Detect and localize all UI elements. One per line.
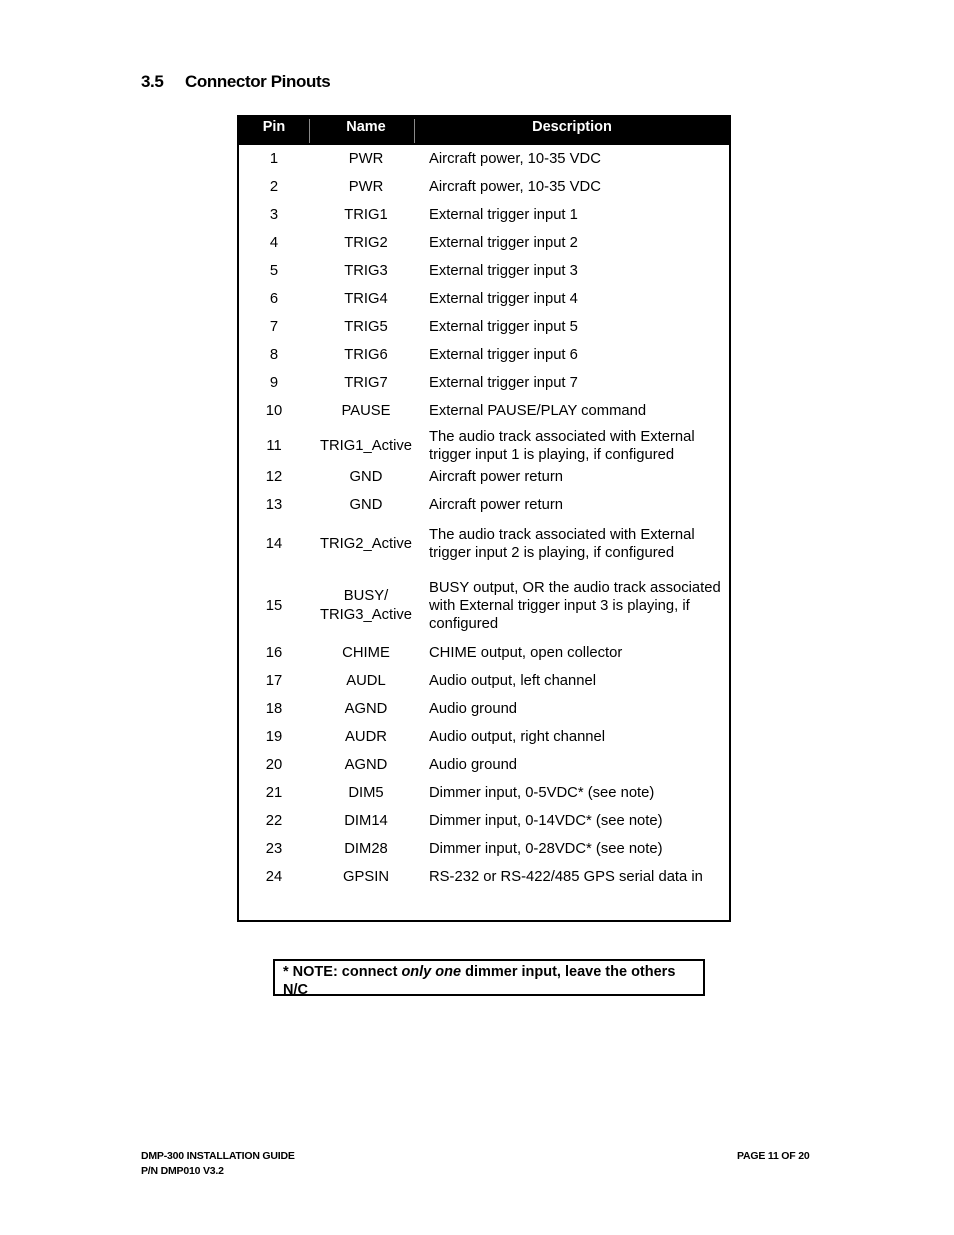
name-cell: GPSIN xyxy=(342,868,390,885)
pin-cell: 21 xyxy=(265,785,283,801)
name-cell: PWR xyxy=(348,150,384,167)
footer-page-number: PAGE 11 OF 20 xyxy=(737,1150,810,1162)
table-header xyxy=(239,117,729,145)
name-cell: AGND xyxy=(344,756,388,773)
table-row xyxy=(239,865,729,889)
description-cell: External trigger input 3 xyxy=(429,263,578,279)
table-row xyxy=(239,753,729,777)
pin-cell: 3 xyxy=(269,207,279,223)
description-cell: CHIME output, open collector xyxy=(429,645,623,661)
pin-cell: 13 xyxy=(265,497,283,513)
table-row xyxy=(239,493,729,517)
pin-cell: 18 xyxy=(265,701,283,717)
header-pin: Pin xyxy=(262,119,286,135)
description-cell: External trigger input 5 xyxy=(429,319,578,335)
table-row xyxy=(239,203,729,227)
pin-cell: 4 xyxy=(269,235,279,251)
description-cell: The audio track associated with External trigger input 1 is playing, if configured xyxy=(429,429,695,463)
pin-cell: 5 xyxy=(269,263,279,279)
section-title: Connector Pinouts xyxy=(185,72,331,91)
table-row xyxy=(239,781,729,805)
name-cell: GND xyxy=(349,468,383,485)
name-cell: AUDL xyxy=(346,672,386,689)
header-name: Name xyxy=(346,119,386,135)
pin-cell: 20 xyxy=(265,757,283,773)
footer-doc-title: DMP-300 INSTALLATION GUIDE xyxy=(141,1150,295,1162)
pin-cell: 24 xyxy=(265,869,283,885)
name-cell: TRIG7 xyxy=(344,374,388,391)
description-cell: Dimmer input, 0-28VDC* (see note) xyxy=(429,841,663,857)
table-row xyxy=(239,343,729,367)
name-cell: TRIG1 xyxy=(344,206,388,223)
pin-cell: 10 xyxy=(265,403,283,419)
note-suffix: dimmer input, leave the others N/C xyxy=(283,964,676,998)
pin-cell: 1 xyxy=(269,151,279,167)
description-cell: Audio output, left channel xyxy=(429,673,596,689)
pinout-table xyxy=(237,115,731,922)
name-cell: TRIG1_Active xyxy=(319,437,413,454)
pin-cell: 9 xyxy=(269,375,279,391)
pin-cell: 15 xyxy=(265,598,283,614)
pin-cell: 12 xyxy=(265,469,283,485)
table-row xyxy=(239,669,729,693)
name-cell: CHIME xyxy=(342,644,390,661)
section-heading xyxy=(141,72,330,92)
description-cell: Dimmer input, 0-14VDC* (see note) xyxy=(429,813,663,829)
table-row xyxy=(239,465,729,489)
description-cell: Aircraft power, 10-35 VDC xyxy=(429,151,601,167)
note-emphasis: only one xyxy=(401,964,462,980)
name-cell: TRIG3 xyxy=(344,262,388,279)
description-cell: External PAUSE/PLAY command xyxy=(429,403,647,419)
name-cell: BUSY/ TRIG3_Active xyxy=(319,588,413,623)
description-cell: External trigger input 4 xyxy=(429,291,578,307)
dimmer-note xyxy=(273,959,705,996)
description-cell: External trigger input 7 xyxy=(429,375,578,391)
table-row xyxy=(239,147,729,171)
name-cell: GND xyxy=(349,496,383,513)
description-cell: Audio ground xyxy=(429,757,518,773)
table-row xyxy=(239,521,729,567)
description-cell: The audio track associated with External trigger input 2 is playing, if configured xyxy=(429,527,695,561)
name-cell: PAUSE xyxy=(341,402,391,419)
name-cell: TRIG5 xyxy=(344,318,388,335)
pin-cell: 22 xyxy=(265,813,283,829)
pin-cell: 23 xyxy=(265,841,283,857)
name-cell: DIM14 xyxy=(344,812,388,829)
description-cell: External trigger input 1 xyxy=(429,207,578,223)
footer-part-number: P/N DMP010 V3.2 xyxy=(141,1165,224,1177)
name-cell: DIM5 xyxy=(348,784,384,801)
section-number: 3.5 xyxy=(141,72,164,91)
pin-cell: 14 xyxy=(265,536,283,552)
table-row xyxy=(239,231,729,255)
table-row xyxy=(239,725,729,749)
description-cell: BUSY output, OR the audio track associated with External trigger input 3 is playing, if configured xyxy=(429,580,721,632)
pin-cell: 8 xyxy=(269,347,279,363)
name-cell: TRIG6 xyxy=(344,346,388,363)
name-cell: TRIG4 xyxy=(344,290,388,307)
header-description: Description xyxy=(532,119,612,135)
pin-cell: 7 xyxy=(269,319,279,335)
description-cell: RS-232 or RS-422/485 GPS serial data in xyxy=(429,869,703,885)
table-row xyxy=(239,371,729,395)
description-cell: Audio output, right channel xyxy=(429,729,606,745)
pin-cell: 6 xyxy=(269,291,279,307)
description-cell: Aircraft power, 10-35 VDC xyxy=(429,179,601,195)
pin-cell: 2 xyxy=(269,179,279,195)
note-prefix: * NOTE: connect xyxy=(283,964,402,980)
table-row xyxy=(239,259,729,283)
description-cell: Dimmer input, 0-5VDC* (see note) xyxy=(429,785,655,801)
pin-cell: 11 xyxy=(266,438,282,454)
table-row xyxy=(239,175,729,199)
description-cell: External trigger input 2 xyxy=(429,235,578,251)
table-row xyxy=(239,641,729,665)
name-cell: TRIG2_Active xyxy=(319,535,413,552)
name-cell: AGND xyxy=(344,700,388,717)
pin-cell: 17 xyxy=(265,673,283,689)
name-cell: PWR xyxy=(348,178,384,195)
table-row xyxy=(239,575,729,637)
name-cell: TRIG2 xyxy=(344,234,388,251)
description-cell: Audio ground xyxy=(429,701,518,717)
description-cell: Aircraft power return xyxy=(429,469,564,485)
pin-cell: 16 xyxy=(265,645,283,661)
table-row xyxy=(239,287,729,311)
table-row xyxy=(239,315,729,339)
description-cell: External trigger input 6 xyxy=(429,347,578,363)
table-row xyxy=(239,837,729,861)
pin-cell: 19 xyxy=(265,729,283,745)
table-row xyxy=(239,809,729,833)
name-cell: AUDR xyxy=(345,728,387,745)
description-cell: Aircraft power return xyxy=(429,497,564,513)
name-cell: DIM28 xyxy=(344,840,388,857)
footer-left xyxy=(141,1149,295,1179)
table-row xyxy=(239,399,729,423)
table-row xyxy=(239,697,729,721)
table-row xyxy=(239,427,729,465)
